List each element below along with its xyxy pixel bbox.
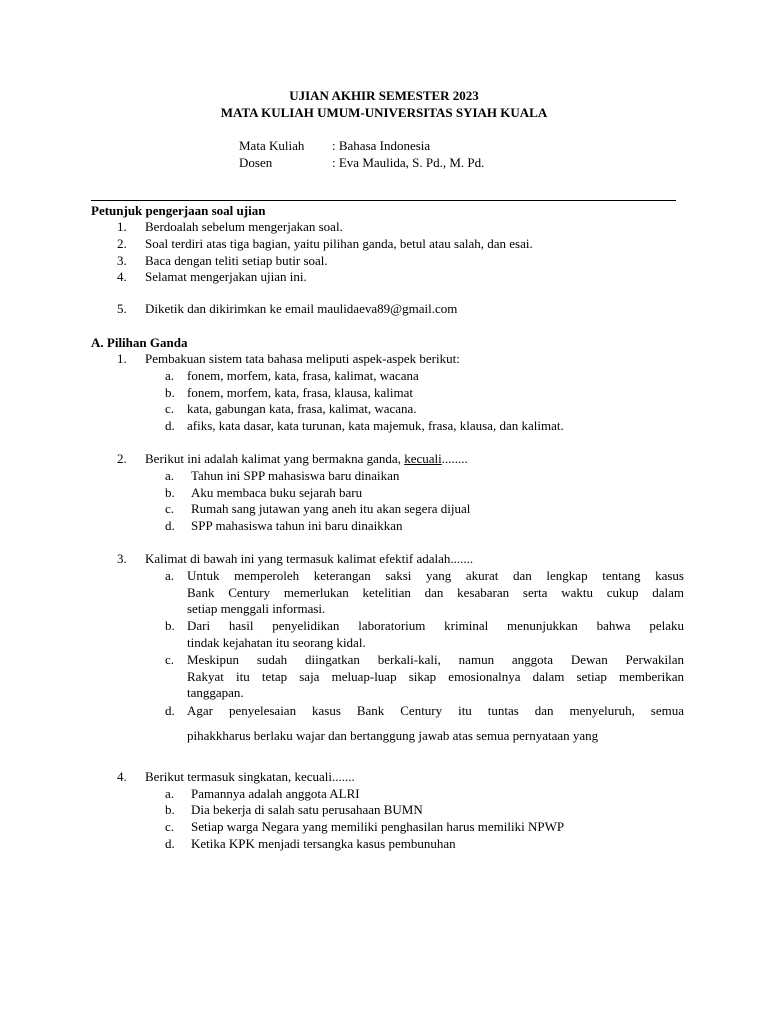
option-line: pihakkharus berlaku wajar dan bertanggung jawab atas semua pernyataan yang <box>187 727 599 743</box>
option-line: tindak kejahatan itu seorang kidal. <box>187 634 366 650</box>
option-letter: a. <box>165 786 175 801</box>
option-text: SPP mahasiswa tahun ini baru dinaikkan <box>191 518 403 533</box>
option-line: setiap menggali informasi. <box>187 601 326 617</box>
option-letter: c. <box>165 652 175 667</box>
instructions-heading: Petunjuk pengerjaan soal ujian <box>91 203 266 218</box>
option-line: Bank Century memerlukan ketelitian dan kesabaran serta waktu cukup dalam <box>187 584 684 600</box>
course-row <box>239 138 430 154</box>
option-text: Rumah sang jutawan yang aneh itu akan segera dijual <box>191 501 471 516</box>
option-text: fonem, morfem, kata, frasa, kalimat, wacana <box>187 368 419 383</box>
option-text: Dia bekerja di salah satu perusahaan BUMN <box>191 802 423 817</box>
option-letter: d. <box>165 418 175 433</box>
question-text-part: ........ <box>441 451 468 466</box>
option-text <box>187 568 684 618</box>
option-letter: b. <box>165 485 175 500</box>
option-letter: b. <box>165 802 175 817</box>
option-text: Ketika KPK menjadi tersangka kasus pembunuhan <box>191 836 456 851</box>
option-letter: a. <box>165 568 175 583</box>
option-text <box>187 618 684 651</box>
option-line: Meskipun sudah diingatkan berkali-kali, namun anggota Dewan Perwakilan <box>187 652 684 667</box>
question-number: 2. <box>117 451 127 466</box>
option-letter: a. <box>165 368 175 383</box>
section-a-heading: A. Pilihan Ganda <box>91 335 188 350</box>
option-text: kata, gabungan kata, frasa, kalimat, wacana. <box>187 401 417 416</box>
instruction-text: Baca dengan teliti setiap butir soal. <box>145 253 328 268</box>
course-value: : Bahasa Indonesia <box>332 138 431 153</box>
question-text-part: Berikut ini adalah kalimat yang bermakna ganda, <box>145 451 405 466</box>
option-line: Rakyat itu tetap saja meluap-luap sikap emosionalnya dalam setiap memberikan <box>187 668 684 684</box>
instruction-text: Selamat mengerjakan ujian ini. <box>145 269 307 284</box>
course-subtitle: MATA KULIAH UMUM-UNIVERSITAS SYIAH KUALA <box>220 105 548 120</box>
option-text: Setiap warga Negara yang memiliki penghasilan harus memiliki NPWP <box>191 819 565 834</box>
option-line: Dari hasil penyelidikan laboratorium kriminal menunjukkan bahwa pelaku <box>187 618 684 633</box>
option-text: Aku membaca buku sejarah baru <box>191 485 363 500</box>
lecturer-label: Dosen <box>239 155 273 170</box>
question-text-underlined: kecuali <box>404 451 442 466</box>
course-label: Mata Kuliah <box>239 138 305 153</box>
question-text <box>145 451 468 468</box>
option-text: fonem, morfem, kata, frasa, klausa, kalimat <box>187 385 413 400</box>
option-text <box>187 703 684 744</box>
instruction-text: Berdoalah sebelum mengerjakan soal. <box>145 219 343 234</box>
instruction-number: 4. <box>117 269 127 284</box>
header-divider <box>91 200 676 201</box>
question-text: Kalimat di bawah ini yang termasuk kalimat efektif adalah....... <box>145 551 474 566</box>
option-letter: b. <box>165 385 175 400</box>
option-letter: d. <box>165 836 175 851</box>
instruction-text: Diketik dan dikirimkan ke email maulidaeva89@gmail.com <box>145 301 458 316</box>
option-line: Untuk memperoleh keterangan saksi yang akurat dan lengkap tentang kasus <box>187 568 684 583</box>
question-text: Berikut termasuk singkatan, kecuali....... <box>145 769 355 784</box>
instruction-number: 1. <box>117 219 127 234</box>
question-text: Pembakuan sistem tata bahasa meliputi aspek-aspek berikut: <box>145 351 460 366</box>
option-letter: d. <box>165 518 175 533</box>
lecturer-row <box>239 155 484 171</box>
option-text: Pamannya adalah anggota ALRI <box>191 786 360 801</box>
option-letter: d. <box>165 703 175 718</box>
option-line: tanggapan. <box>187 685 244 701</box>
option-letter: c. <box>165 501 175 516</box>
question-number: 3. <box>117 551 127 566</box>
instruction-number: 3. <box>117 253 127 268</box>
exam-title: UJIAN AKHIR SEMESTER 2023 <box>289 88 479 103</box>
question-number: 4. <box>117 769 127 784</box>
option-letter: a. <box>165 468 175 483</box>
option-text: afiks, kata dasar, kata turunan, kata majemuk, frasa, klausa, dan kalimat. <box>187 418 564 433</box>
instruction-text: Soal terdiri atas tiga bagian, yaitu pilihan ganda, betul atau salah, dan esai. <box>145 236 533 251</box>
instruction-number: 2. <box>117 236 127 251</box>
option-text: Tahun ini SPP mahasiswa baru dinaikan <box>191 468 400 483</box>
instruction-number: 5. <box>117 301 127 316</box>
option-letter: c. <box>165 401 175 416</box>
option-letter: c. <box>165 819 175 834</box>
lecturer-value: : Eva Maulida, S. Pd., M. Pd. <box>332 155 485 170</box>
option-line: Agar penyelesaian kasus Bank Century itu tuntas dan menyeluruh, semua <box>187 703 684 718</box>
option-letter: b. <box>165 618 175 633</box>
question-number: 1. <box>117 351 127 366</box>
option-text <box>187 652 684 702</box>
